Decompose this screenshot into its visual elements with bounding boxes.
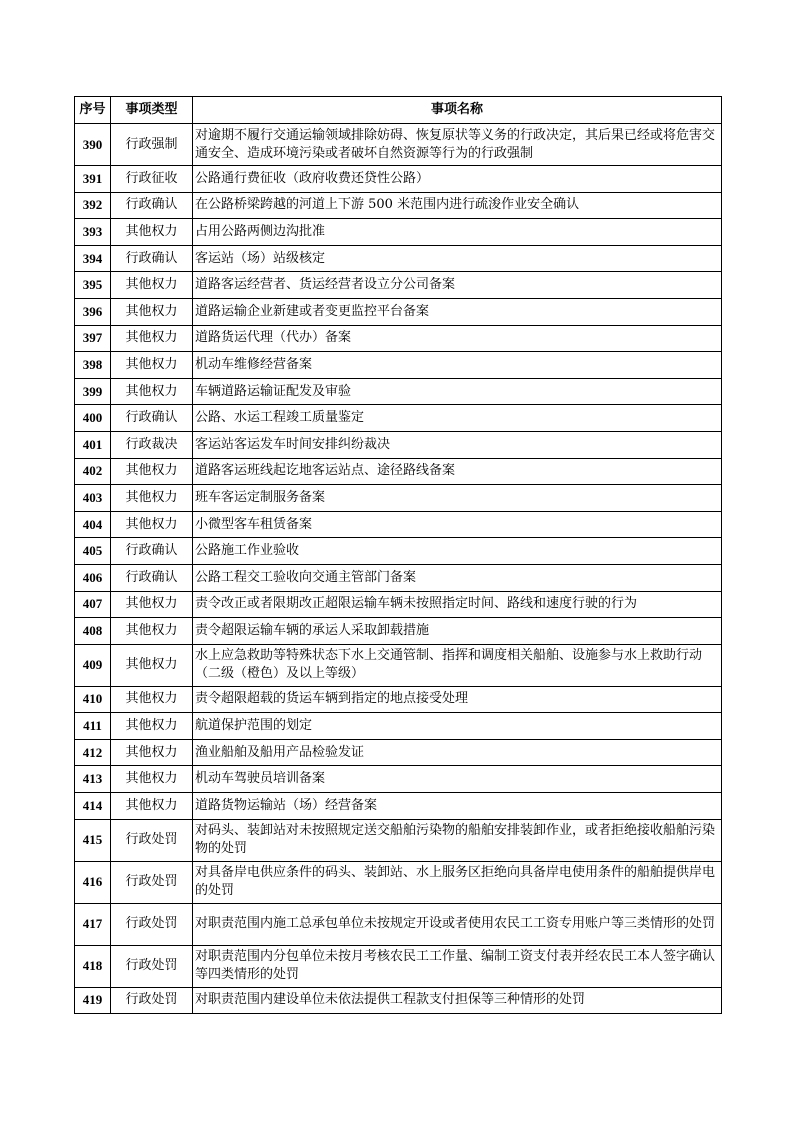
row-serial: 419	[75, 987, 111, 1014]
table-row	[75, 352, 722, 379]
table-row	[75, 485, 722, 512]
row-serial: 404	[75, 511, 111, 538]
row-name: 航道保护范围的划定	[193, 713, 722, 740]
table-row	[75, 511, 722, 538]
table-row	[75, 945, 722, 987]
row-type: 其他权力	[111, 591, 193, 618]
row-name: 小微型客车租赁备案	[193, 511, 722, 538]
row-name: 公路工程交工验收向交通主管部门备案	[193, 564, 722, 591]
row-serial: 409	[75, 644, 111, 686]
row-serial: 401	[75, 431, 111, 458]
row-type: 行政确认	[111, 192, 193, 219]
row-serial: 416	[75, 861, 111, 903]
row-serial: 405	[75, 538, 111, 565]
row-serial: 394	[75, 245, 111, 272]
table-row	[75, 298, 722, 325]
row-name: 机动车驾驶员培训备案	[193, 766, 722, 793]
row-name: 道路运输企业新建或者变更监控平台备案	[193, 298, 722, 325]
row-type: 行政强制	[111, 124, 193, 166]
row-type: 其他权力	[111, 644, 193, 686]
table-row	[75, 739, 722, 766]
row-serial: 410	[75, 686, 111, 713]
row-type: 其他权力	[111, 325, 193, 352]
table-row	[75, 431, 722, 458]
table-row	[75, 219, 722, 246]
row-serial: 408	[75, 618, 111, 645]
row-serial: 415	[75, 819, 111, 861]
row-serial: 403	[75, 485, 111, 512]
table-row	[75, 192, 722, 219]
row-type: 行政处罚	[111, 987, 193, 1014]
row-name: 对职责范围内建设单位未依法提供工程款支付担保等三种情形的处罚	[193, 987, 722, 1014]
row-serial: 393	[75, 219, 111, 246]
row-serial: 399	[75, 378, 111, 405]
row-type: 其他权力	[111, 458, 193, 485]
row-serial: 418	[75, 945, 111, 987]
row-type: 行政确认	[111, 538, 193, 565]
row-name: 道路货运代理（代办）备案	[193, 325, 722, 352]
row-serial: 397	[75, 325, 111, 352]
row-name: 责令超限运输车辆的承运人采取卸载措施	[193, 618, 722, 645]
row-serial: 396	[75, 298, 111, 325]
row-serial: 406	[75, 564, 111, 591]
row-type: 其他权力	[111, 219, 193, 246]
table-row	[75, 272, 722, 299]
row-name: 班车客运定制服务备案	[193, 485, 722, 512]
row-type: 行政裁决	[111, 431, 193, 458]
row-serial: 395	[75, 272, 111, 299]
row-name: 车辆道路运输证配发及审验	[193, 378, 722, 405]
row-type: 行政确认	[111, 405, 193, 432]
row-name: 占用公路两侧边沟批准	[193, 219, 722, 246]
row-name: 责令超限超载的货运车辆到指定的地点接受处理	[193, 686, 722, 713]
table-row	[75, 378, 722, 405]
row-serial: 411	[75, 713, 111, 740]
row-name: 公路、水运工程竣工质量鉴定	[193, 405, 722, 432]
row-type: 其他权力	[111, 272, 193, 299]
table-row	[75, 861, 722, 903]
row-name: 道路货物运输站（场）经营备案	[193, 793, 722, 820]
table-row	[75, 245, 722, 272]
row-serial: 398	[75, 352, 111, 379]
row-type: 其他权力	[111, 766, 193, 793]
items-table	[74, 96, 722, 1014]
table-row	[75, 686, 722, 713]
row-serial: 392	[75, 192, 111, 219]
table-row	[75, 793, 722, 820]
row-serial: 391	[75, 166, 111, 193]
table-row	[75, 538, 722, 565]
table-row	[75, 458, 722, 485]
table-row	[75, 591, 722, 618]
row-type: 其他权力	[111, 686, 193, 713]
table-row	[75, 618, 722, 645]
row-type: 行政确认	[111, 245, 193, 272]
row-name: 渔业船舶及船用产品检验发证	[193, 739, 722, 766]
row-name: 道路客运经营者、货运经营者设立分公司备案	[193, 272, 722, 299]
row-name: 对码头、装卸站对未按照规定送交船舶污染物的船舶安排装卸作业，或者拒绝接收船舶污染物的处罚	[193, 819, 722, 861]
table-row	[75, 405, 722, 432]
row-serial: 400	[75, 405, 111, 432]
row-type: 其他权力	[111, 298, 193, 325]
row-serial: 417	[75, 903, 111, 945]
row-type: 行政确认	[111, 564, 193, 591]
row-name: 对职责范围内分包单位未按月考核农民工工作量、编制工资支付表并经农民工本人签字确认等四类情形的处罚	[193, 945, 722, 987]
row-type: 其他权力	[111, 511, 193, 538]
row-type: 其他权力	[111, 739, 193, 766]
row-name: 在公路桥梁跨越的河道上下游 500 米范围内进行疏浚作业安全确认	[193, 192, 722, 219]
row-name: 对具备岸电供应条件的码头、装卸站、水上服务区拒绝向具备岸电使用条件的船舶提供岸电的处罚	[193, 861, 722, 903]
row-name: 公路通行费征收（政府收费还贷性公路）	[193, 166, 722, 193]
table-row	[75, 766, 722, 793]
table-row	[75, 325, 722, 352]
header-serial: 序号	[75, 97, 111, 124]
row-type: 其他权力	[111, 352, 193, 379]
table-header-row	[75, 97, 722, 124]
row-type: 其他权力	[111, 618, 193, 645]
table-row	[75, 564, 722, 591]
row-type: 行政处罚	[111, 861, 193, 903]
row-serial: 413	[75, 766, 111, 793]
row-name: 客运站（场）站级核定	[193, 245, 722, 272]
row-name: 责令改正或者限期改正超限运输车辆未按照指定时间、路线和速度行驶的行为	[193, 591, 722, 618]
row-serial: 412	[75, 739, 111, 766]
row-type: 其他权力	[111, 793, 193, 820]
table-row	[75, 124, 722, 166]
row-type: 其他权力	[111, 713, 193, 740]
row-type: 行政处罚	[111, 945, 193, 987]
row-name: 机动车维修经营备案	[193, 352, 722, 379]
row-name: 客运站客运发车时间安排纠纷裁决	[193, 431, 722, 458]
table-row	[75, 644, 722, 686]
table-row	[75, 819, 722, 861]
row-name: 对职责范围内施工总承包单位未按规定开设或者使用农民工工资专用账户等三类情形的处罚	[193, 903, 722, 945]
row-name: 水上应急救助等特殊状态下水上交通管制、指挥和调度相关船舶、设施参与水上救助行动（二级（橙色）及以上等级）	[193, 644, 722, 686]
row-type: 行政征收	[111, 166, 193, 193]
row-name: 公路施工作业验收	[193, 538, 722, 565]
table-row	[75, 713, 722, 740]
row-serial: 407	[75, 591, 111, 618]
row-serial: 390	[75, 124, 111, 166]
row-name: 对逾期不履行交通运输领域排除妨碍、恢复原状等义务的行政决定，其后果已经或将危害交通安全、造成环境污染或者破坏自然资源等行为的行政强制	[193, 124, 722, 166]
table-row	[75, 987, 722, 1014]
table-row	[75, 903, 722, 945]
row-type: 其他权力	[111, 378, 193, 405]
row-type: 行政处罚	[111, 819, 193, 861]
header-type: 事项类型	[111, 97, 193, 124]
table-row	[75, 166, 722, 193]
row-serial: 402	[75, 458, 111, 485]
row-type: 其他权力	[111, 485, 193, 512]
row-type: 行政处罚	[111, 903, 193, 945]
header-name: 事项名称	[193, 97, 722, 124]
row-name: 道路客运班线起讫地客运站点、途径路线备案	[193, 458, 722, 485]
row-serial: 414	[75, 793, 111, 820]
